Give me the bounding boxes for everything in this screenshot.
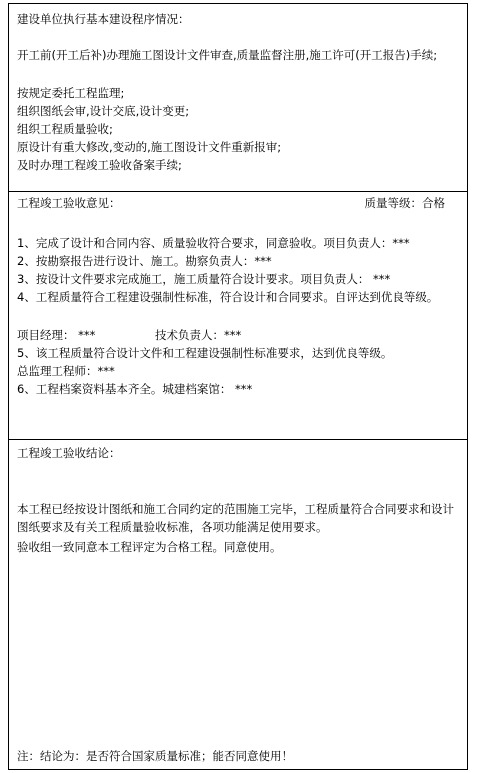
quality-grade: 质量等级：合格 [364, 196, 445, 210]
procedure-item: 组织工程质量验收; [17, 122, 113, 136]
chief-supervisor: 总监理工程师：*** [17, 364, 115, 378]
procedure-item: 开工前(开工后补)办理施工图设计文件审查,质量监督注册,施工许可(开工报告)手续; [17, 48, 438, 62]
procedure-item: 按规定委托工程监理; [17, 86, 125, 100]
section3-heading: 工程竣工验收结论： [17, 446, 121, 460]
technical-lead: 技术负责人：*** [155, 328, 242, 342]
section1-heading: 建设单位执行基本建设程序情况： [17, 12, 190, 26]
opinion-item: 2、按勘察报告进行设计、施工。勘察负责人：*** [17, 254, 272, 268]
procedure-item: 及时办理工程竣工验收备案手续; [17, 158, 182, 172]
opinion-item: 4、工程质量符合工程建设强制性标准，符合设计和合同要求。自评达到优良等级。 [17, 290, 439, 304]
footnote: 注：结论为：是否符合国家质量标准；能否同意使用！ [17, 749, 293, 763]
section2-heading: 工程竣工验收意见： [17, 196, 121, 210]
opinion-item: 1、完成了设计和合同内容、质量验收符合要求，同意验收。项目负责人：*** [17, 236, 410, 250]
opinion-item: 5、该工程质量符合设计文件和工程建设强制性标准要求，达到优良等级。 [17, 346, 393, 360]
construction-procedure-section [8, 3, 468, 192]
conclusion-paragraph: 本工程已经按设计图纸和施工合同约定的范围施工完毕，工程质量符合合同要求和设计图纸要求及有关工程质量验收标准，各项功能满足使用要求。 [17, 502, 454, 534]
project-manager: 项目经理： *** [17, 328, 96, 342]
opinion-item: 6、工程档案资料基本齐全。城建档案馆： *** [17, 382, 253, 396]
procedure-item: 原设计有重大修改,变动的,施工图设计文件重新报审; [17, 140, 282, 154]
acceptance-opinion-section [8, 191, 468, 440]
conclusion-statement: 验收组一致同意本工程评定为合格工程。同意使用。 [17, 540, 282, 554]
procedure-item: 组织图纸会审,设计交底,设计变更; [17, 104, 190, 118]
opinion-item: 3、按设计文件要求完成施工，施工质量符合设计要求。项目负责人： *** [17, 272, 391, 286]
acceptance-conclusion-section [8, 439, 468, 770]
